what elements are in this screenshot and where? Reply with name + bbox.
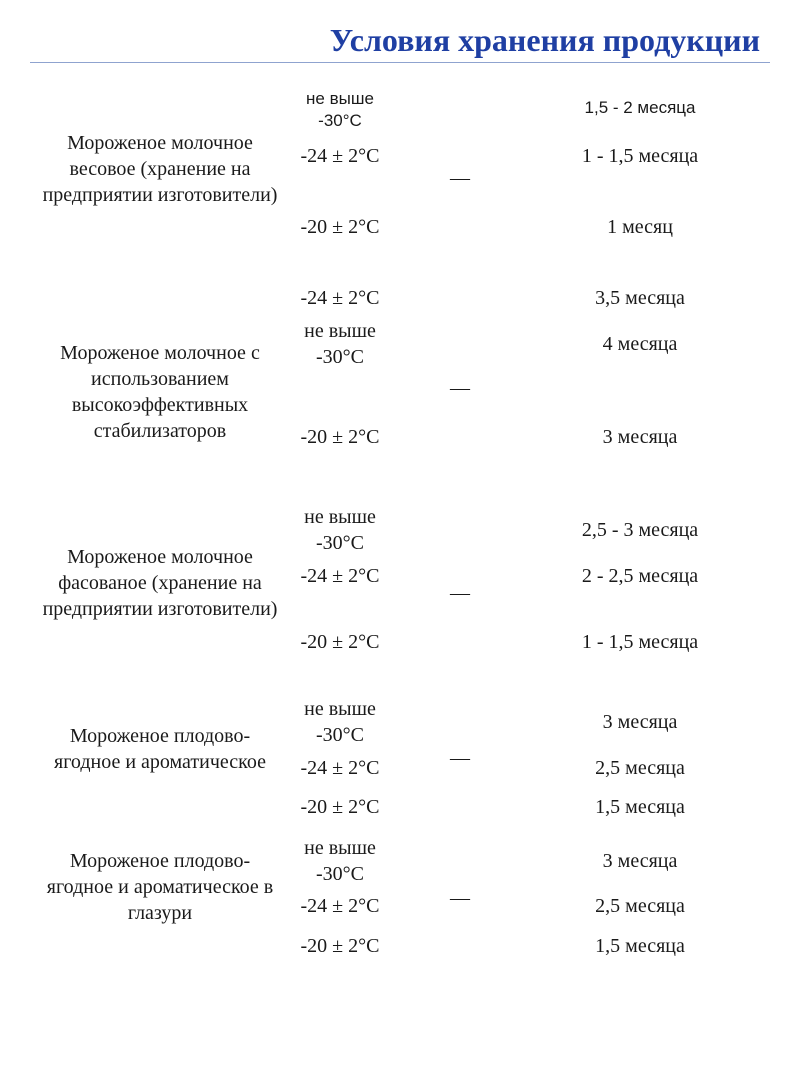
storage-temperature: -20 ± 2°С: [300, 935, 380, 957]
dash: —: [450, 582, 470, 604]
storage-temperature: не выше -30°С: [304, 506, 376, 554]
storage-period: 2,5 - 3 месяца: [581, 519, 699, 541]
storage-period: 3 месяца: [602, 426, 678, 448]
storage-period: 3 месяца: [602, 711, 678, 733]
storage-temperature: -20 ± 2°С: [300, 796, 380, 818]
storage-period: 4 месяца: [602, 333, 678, 355]
page-title: Условия хранения продукции: [329, 22, 760, 58]
storage-period: 3,5 месяца: [595, 287, 685, 309]
dash: —: [450, 167, 470, 189]
title-divider: [30, 62, 770, 63]
storage-temperature: -20 ± 2°С: [300, 426, 380, 448]
storage-temperature: не выше -30°С: [304, 837, 376, 885]
storage-period: 3 месяца: [602, 850, 678, 872]
product-name: Мороженое плодово-ягодное и ароматическое в глазури: [46, 850, 274, 924]
storage-temperature: -24 ± 2°С: [300, 287, 380, 309]
product-name: Мороженое плодово-ягодное и ароматическое: [54, 725, 266, 773]
storage-temperature: не выше -30°С: [304, 320, 376, 368]
storage-period: 1,5 месяца: [595, 796, 685, 818]
storage-period: 1,5 месяца: [595, 935, 685, 957]
dash: —: [450, 377, 470, 399]
storage-temperature: -24 ± 2°С: [300, 895, 380, 917]
storage-period: 2,5 месяца: [595, 895, 685, 917]
dash: —: [450, 747, 470, 769]
storage-temperature: не выше -30°С: [304, 698, 376, 746]
storage-temperature: -20 ± 2°С: [300, 631, 380, 653]
storage-period: 2 - 2,5 месяца: [581, 565, 699, 587]
storage-temperature: -20 ± 2°С: [300, 216, 380, 238]
product-name: Мороженое молочное фасованое (хранение на предприятии изготовители): [42, 546, 278, 620]
storage-period: 1 месяц: [607, 216, 673, 238]
storage-period: 1 - 1,5 месяца: [581, 631, 699, 653]
storage-period: 1,5 - 2 месяца: [584, 98, 696, 117]
storage-temperature: -24 ± 2°С: [300, 145, 380, 167]
storage-period: 1 - 1,5 месяца: [581, 145, 699, 167]
storage-temperature: не выше -30°С: [306, 89, 374, 130]
storage-period: 2,5 месяца: [595, 757, 685, 779]
dash: —: [450, 887, 470, 909]
storage-temperature: -24 ± 2°С: [300, 565, 380, 587]
product-name: Мороженое молочное весовое (хранение на предприятии изготовители): [42, 132, 278, 206]
product-name: Мороженое молочное с использованием высокоэффективных стабилизаторов: [60, 342, 260, 442]
storage-temperature: -24 ± 2°С: [300, 757, 380, 779]
